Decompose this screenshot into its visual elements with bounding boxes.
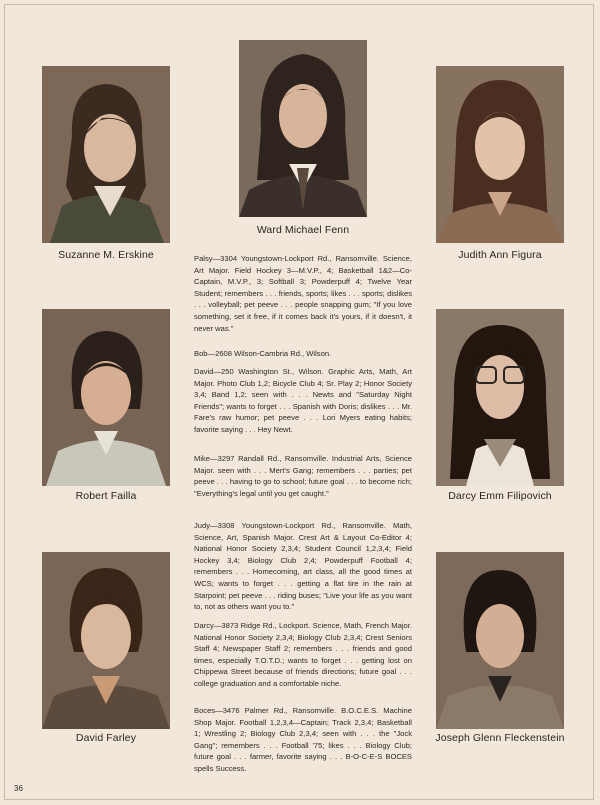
student-name: Robert Failla [75,490,137,502]
student-name: Ward Michael Fenn [256,224,350,236]
portrait-darcy-filipovich [436,309,564,486]
bio-paragraph: Mike—3297 Randall Rd., Ransomville. Industrial Arts, Science Major. seen with . . . Mert's Gang; remembers . . . parties; pet peeve . . . having to go to school; future goal . . . to become rich; "Everything's legal until you get caught." [194,454,412,498]
portrait-david-farley [42,552,170,729]
student-name: Darcy Emm Filipovich [448,490,552,502]
page-number: 36 [14,784,23,793]
bio-paragraph: Bob—2608 Wilson-Cambria Rd., Wilson. [194,349,332,358]
portrait-robert-failla [42,309,170,486]
bio-paragraph: Darcy—3873 Ridge Rd., Lockport. Science, Math, French Major. National Honor Society 2,3,4; Biology Club 2,3,4; Crest Seniors Staff 4; Newspaper Staff 2; remembers . . . friends and good times, especially T.O.T.D.; wants to forget . . . getting lost on Chippewa Street because of friends directions; future goal . . . college graduation and a comfortable niche. [194,621,412,688]
portrait-joseph-fleckenstein [436,552,564,729]
bio-paragraph: Boces—3476 Palmer Rd., Ransomville. B.O.C.E.S. Machine Shop Major. Football 1,2,3,4—Captain; Track 2,3,4; Basketball 1; Wrestling 2; Biology Club 2,3,4; seen with . . . the "Jock Gang"; remembers . . . Football '75; likes . . . Biology Club; future goal . . . farmer, favorite saying . . . B-O-C-E-S BOCES spells Success. [194,706,412,773]
student-name: Suzanne M. Erskine [58,249,154,261]
bio-paragraph: Palsy—3304 Youngstown-Lockport Rd., Ransomville. Science, Art Major. Field Hockey 3—M.V.P., 4; Basketball 1&2—Co-Captain, M.V.P., 3; Softball 3; Powderpuff 4; Twelve Year Student; remembers . . . friends, sports; likes . . . sports; dislikes . . . volleyball; pet peeve . . . people snapping gum; "If you love something, set it free, if it comes back it's yours, if it doesn't, it never was." [194,254,412,333]
student-name: David Farley [75,732,137,744]
student-name: Joseph Glenn Fleckenstein [435,732,565,744]
portrait-judith-figura [436,66,564,243]
portrait-suzanne-erskine [42,66,170,243]
student-name: Judith Ann Figura [458,249,542,261]
bio-paragraph: Judy—3308 Youngstown-Lockport Rd., Ransomville. Math, Science, Art, Spanish Major. Crest Art & Layout Co-Editor 4; National Honor Society 2,3,4; Student Council 1,2,3,4; Field Hockey 3,4; Biology Club 2,4; Powderpuff Football 4; remembers . . . Homecoming, art class, all the good times at WCS; wants to forget . . . getting a flat tire in the rain at Starpoint; pet peeve . . . riding buses; "Live your life as you want to, not as others want you to." [194,521,412,612]
portrait-ward-fenn [239,40,367,217]
bio-paragraph: David—250 Washington St., Wilson. Graphic Arts, Math, Art Major. Photo Club 1,2; Bicycle Club 4; Sr. Play 2; Honor Society 3,4; Band 1,2; seen with . . . Newts and "Saturday Night Friends"; wants to forget . . . Spanish with Doris; dislikes . . . Mr. Fare's raw humor; pet peeve . . . Lori Myers eating habits; favorite saying . . . Hey Newt. [194,367,412,434]
